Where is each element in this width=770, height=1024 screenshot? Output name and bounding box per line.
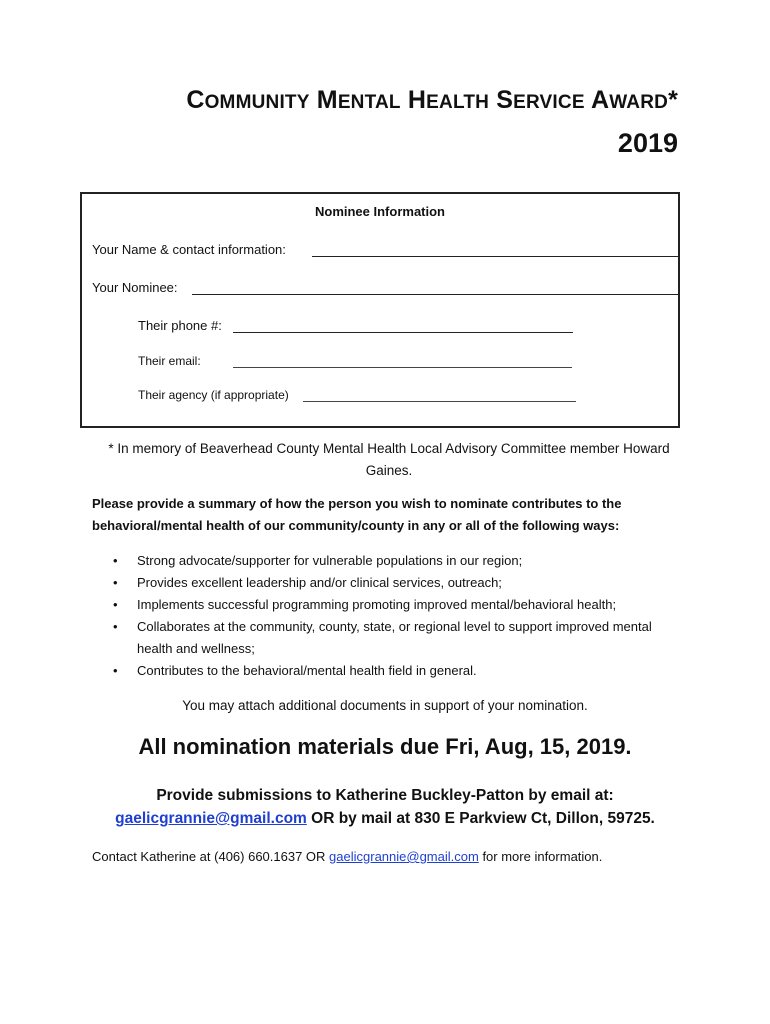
submission-mail-text: OR by mail at 830 E Parkview Ct, Dillon, 59725.	[306, 810, 655, 827]
nominee-info-heading: Nominee Information	[314, 204, 445, 219]
submission-email-link[interactable]: gaelicgrannie@gmail.com	[115, 810, 307, 827]
due-notice: All nomination materials due Fri, Aug, 15, 2019.	[138, 734, 632, 759]
submission-line: Provide submissions to Katherine Buckley-Patton by email at:	[156, 787, 614, 804]
list-item: • Strong advocate/supporter for vulnerable populations in our region;	[110, 550, 690, 572]
email-label: Their email:	[138, 354, 201, 368]
contact-line: Contact Katherine at (406) 660.1637 OR gaelicgrannie@gmail.com for more information.	[92, 849, 603, 864]
bullet-icon: •	[113, 597, 118, 612]
memory-note: * In memory of Beaverhead County Mental Health Local Advisory Committee member Howard Gaines.	[108, 441, 670, 478]
your-name-label: Your Name & contact information:	[92, 242, 286, 257]
your-nominee-label: Your Nominee:	[92, 280, 178, 295]
submission-instructions	[0, 784, 770, 830]
bullet-icon: •	[113, 663, 118, 678]
award-year: 2019	[617, 128, 678, 158]
email-field[interactable]	[233, 367, 572, 368]
submission-email-line	[0, 807, 770, 830]
summary-prompt: Please provide a summary of how the person you wish to nominate contributes to the behavioral/mental health of our community/county in any or all of the following ways:	[92, 496, 622, 533]
award-title: COMMUNITY MENTAL HEALTH SERVICE AWARD*	[186, 86, 678, 114]
phone-field[interactable]	[233, 332, 573, 333]
attach-note: You may attach additional documents in support of your nomination.	[182, 698, 588, 713]
list-item: • Contributes to the behavioral/mental health field in general.	[110, 660, 690, 682]
nominee-info-box	[80, 192, 680, 428]
phone-label: Their phone #:	[138, 318, 222, 333]
agency-field[interactable]	[303, 401, 576, 402]
agency-label: Their agency (if appropriate)	[138, 388, 289, 402]
your-name-field[interactable]	[312, 256, 680, 257]
contact-email-link[interactable]: gaelicgrannie@gmail.com	[329, 849, 479, 864]
list-item: • Implements successful programming promoting improved mental/behavioral health;	[110, 594, 690, 616]
list-item: • Provides excellent leadership and/or clinical services, outreach;	[110, 572, 690, 594]
list-item: • Collaborates at the community, county, state, or regional level to support improved mental health and wellness;	[110, 616, 690, 660]
bullet-icon: •	[113, 553, 118, 568]
bullet-icon: •	[113, 575, 118, 590]
your-nominee-field[interactable]	[192, 294, 680, 295]
bullet-icon: •	[113, 619, 118, 634]
criteria-list	[110, 550, 690, 682]
